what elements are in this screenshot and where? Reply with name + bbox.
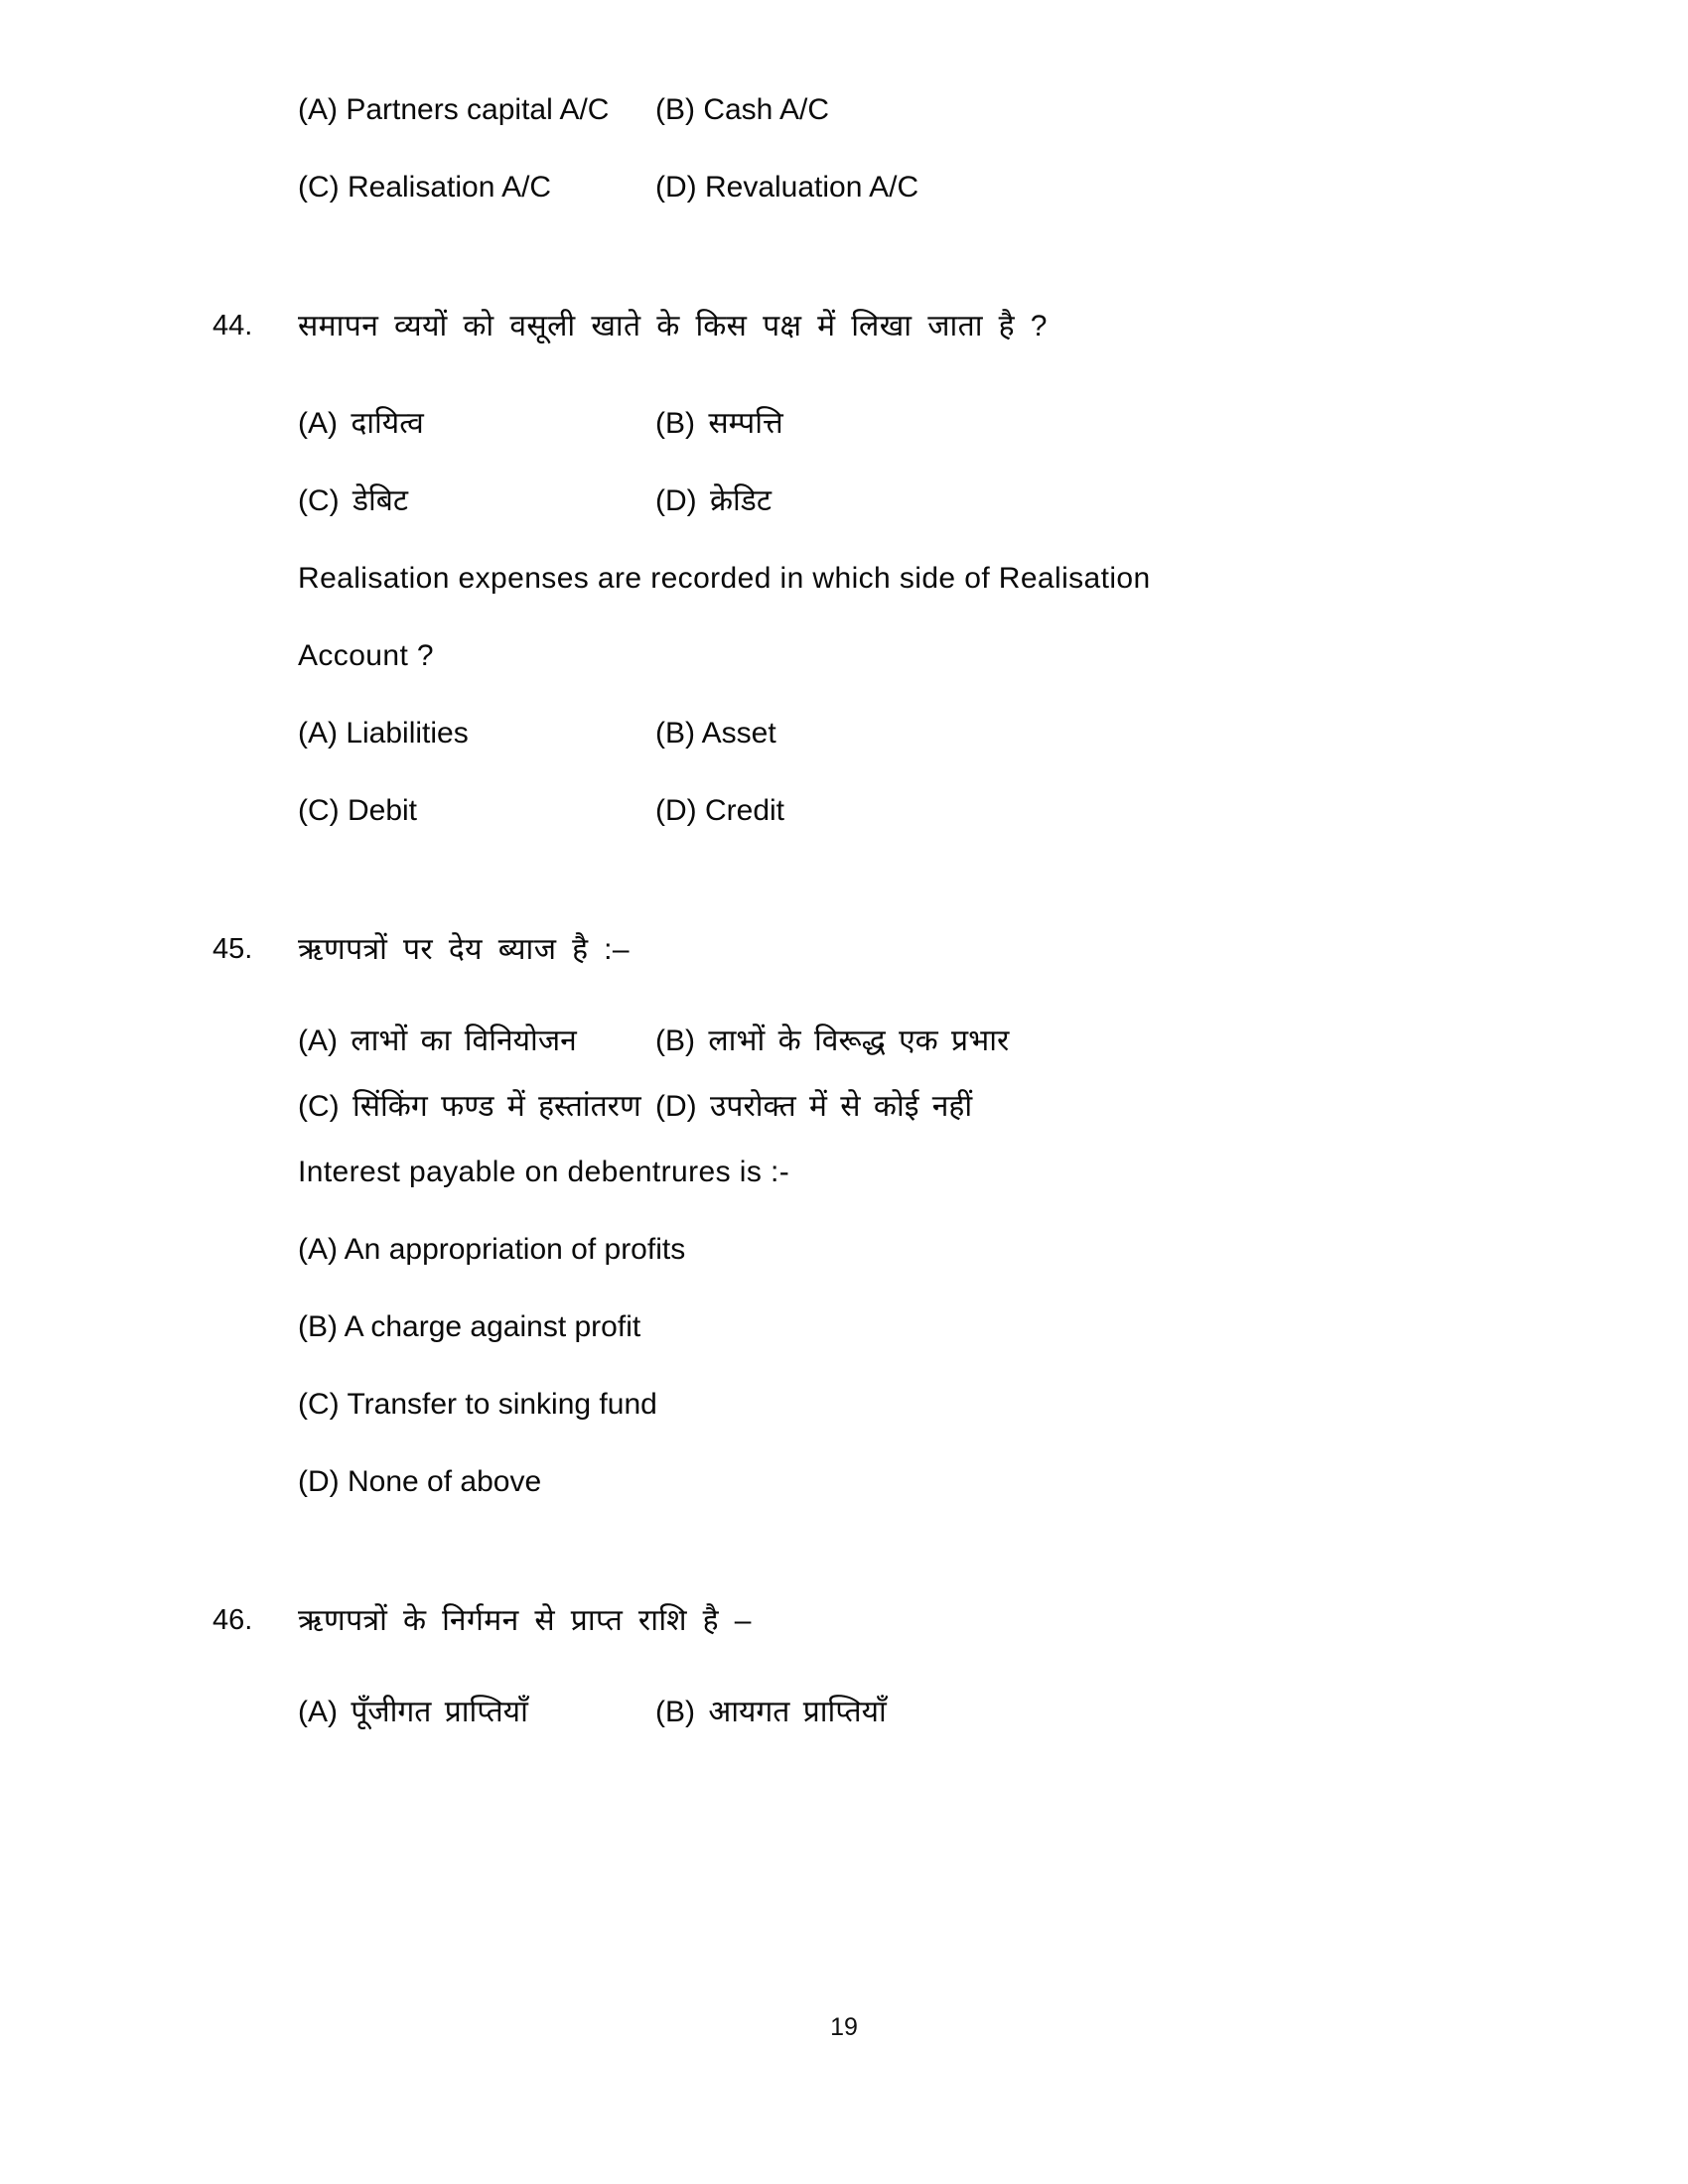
question-stem-english-44-line2: Account ? <box>298 639 435 672</box>
question-stem-english-row-2 <box>298 641 1539 719</box>
option-a[interactable]: (A) लाभों का विनियोजन <box>298 1024 577 1057</box>
option-c[interactable]: (C) Transfer to sinking fund <box>298 1388 657 1421</box>
option-row <box>298 486 1539 564</box>
question-block-continuation <box>298 95 1539 250</box>
option-b[interactable]: (B) आयगत प्राप्तियाँ <box>655 1696 887 1728</box>
question-block-44 <box>212 310 1539 874</box>
option-d[interactable]: (D) उपरोक्त में से कोई नहीं <box>655 1090 973 1123</box>
question-number-44: 44. <box>212 310 253 341</box>
option-row <box>298 1390 1539 1467</box>
question-stem-english-44-line1: Realisation expenses are recorded in which side of Realisation <box>298 562 1151 595</box>
option-row <box>298 1026 1539 1092</box>
option-c[interactable]: (C) डेबिट <box>298 484 409 517</box>
question-stem-english-row <box>298 1158 1539 1235</box>
question-stem-hindi-46: ऋणपत्रों के निर्गमन से प्राप्त राशि है – <box>298 1604 752 1637</box>
option-c[interactable]: (C) Realisation A/C <box>298 171 552 204</box>
question-stem-row <box>212 310 1539 389</box>
question-stem-english-row-1 <box>298 564 1539 641</box>
question-stem-hindi-44: समापन व्ययों को वसूली खाते के किस पक्ष में लिखा जाता है ? <box>298 310 1048 342</box>
option-row <box>298 1092 1539 1158</box>
option-a[interactable]: (A) An appropriation of profits <box>298 1233 686 1266</box>
option-c[interactable]: (C) सिंकिंग फण्ड में हस्तांतरण <box>298 1090 641 1123</box>
option-b[interactable]: (B) A charge against profit <box>298 1310 641 1343</box>
option-a[interactable]: (A) पूँजीगत प्राप्तियाँ <box>298 1696 528 1728</box>
option-row <box>298 1235 1539 1312</box>
option-row <box>298 719 1539 796</box>
option-d[interactable]: (D) Revaluation A/C <box>655 171 919 204</box>
question-stem-row <box>212 933 1539 1013</box>
option-d[interactable]: (D) None of above <box>298 1465 542 1498</box>
option-b[interactable]: (B) लाभों के विरूद्ध एक प्रभार <box>655 1024 1010 1057</box>
option-c[interactable]: (C) Debit <box>298 794 418 827</box>
question-number-46: 46. <box>212 1604 253 1636</box>
option-b[interactable]: (B) Cash A/C <box>655 93 830 126</box>
option-row <box>298 1312 1539 1390</box>
option-row <box>298 796 1539 874</box>
option-row <box>298 409 1539 486</box>
option-a[interactable]: (A) Liabilities <box>298 717 469 750</box>
question-stem-english-45: Interest payable on debentrures is :- <box>298 1156 790 1188</box>
option-a[interactable]: (A) Partners capital A/C <box>298 93 610 126</box>
option-d[interactable]: (D) क्रेडिट <box>655 484 772 517</box>
question-block-45 <box>212 933 1539 1545</box>
option-b[interactable]: (B) सम्पत्ति <box>655 407 783 440</box>
question-block-46 <box>212 1604 1539 1775</box>
question-column <box>212 93 1539 1775</box>
question-stem-row <box>212 1604 1539 1684</box>
question-number-45: 45. <box>212 933 253 965</box>
option-row <box>298 1698 1539 1775</box>
option-a[interactable]: (A) दायित्व <box>298 407 424 440</box>
option-row <box>298 95 1539 173</box>
page-number: 19 <box>830 2013 858 2041</box>
option-b[interactable]: (B) Asset <box>655 717 776 750</box>
option-row <box>298 1467 1539 1545</box>
option-d[interactable]: (D) Credit <box>655 794 785 827</box>
option-row <box>298 173 1539 250</box>
question-stem-hindi-45: ऋणपत्रों पर देय ब्याज है :– <box>298 933 630 966</box>
